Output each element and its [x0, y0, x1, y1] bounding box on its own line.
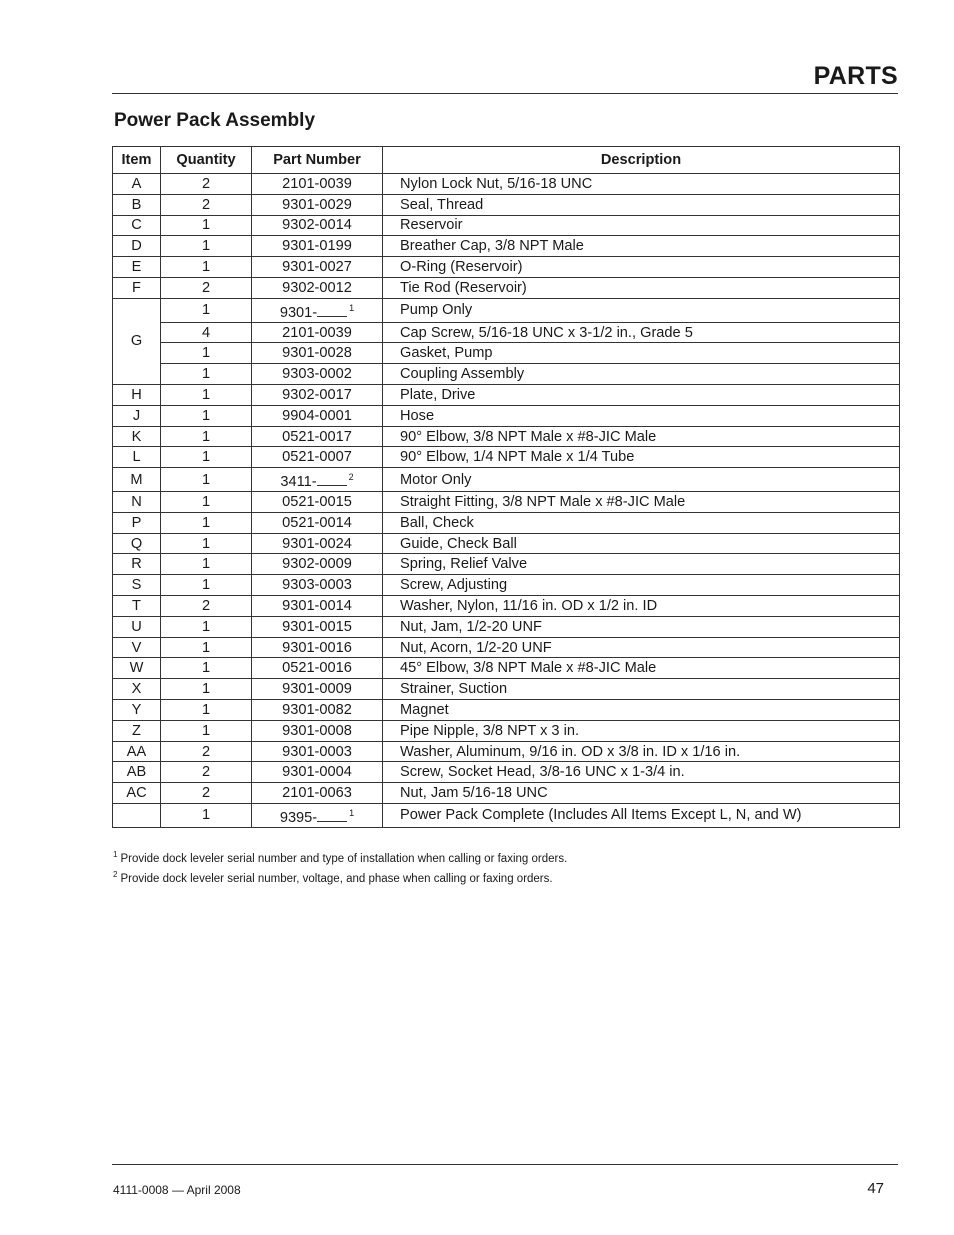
cell-description: Straight Fitting, 3/8 NPT Male x #8-JIC Male [383, 492, 900, 513]
cell-quantity: 1 [161, 637, 252, 658]
cell-quantity: 1 [161, 616, 252, 637]
part-number-blank [317, 305, 347, 317]
cell-description: Nut, Jam, 1/2-20 UNF [383, 616, 900, 637]
part-number-text: 0521-0015 [282, 493, 352, 510]
column-header-part-number: Part Number [252, 147, 383, 174]
cell-description: Pipe Nipple, 3/8 NPT x 3 in. [383, 720, 900, 741]
cell-description: Cap Screw, 5/16-18 UNC x 3-1/2 in., Grade 5 [383, 322, 900, 343]
cell-quantity: 1 [161, 343, 252, 364]
cell-description: Coupling Assembly [383, 364, 900, 385]
column-header-description: Description [383, 147, 900, 174]
column-header-quantity: Quantity [161, 147, 252, 174]
cell-part-number [252, 405, 383, 426]
part-number-text: 9301-0003 [282, 743, 352, 760]
cell-quantity: 2 [161, 277, 252, 298]
cell-quantity: 1 [161, 533, 252, 554]
table-row [113, 700, 900, 721]
cell-quantity: 1 [161, 720, 252, 741]
table-row [113, 492, 900, 513]
part-number-text: 9302-0009 [282, 556, 352, 573]
cell-part-number [252, 637, 383, 658]
cell-part-number [252, 343, 383, 364]
cell-part-number [252, 554, 383, 575]
cell-description: Washer, Nylon, 11/16 in. OD x 1/2 in. ID [383, 596, 900, 617]
part-number-text: 9301-0029 [282, 196, 352, 213]
part-number-text: 9302-0012 [282, 279, 352, 296]
cell-quantity: 1 [161, 236, 252, 257]
cell-item: X [113, 679, 161, 700]
cell-quantity: 1 [161, 554, 252, 575]
table-row [113, 385, 900, 406]
cell-part-number [252, 741, 383, 762]
footnotes [113, 847, 567, 887]
cell-part-number [252, 804, 383, 828]
part-number-blank [317, 474, 347, 486]
part-number-text: 9301-0004 [282, 764, 352, 781]
part-number-text: 9301-0014 [282, 597, 352, 614]
cell-part-number [252, 575, 383, 596]
cell-part-number [252, 447, 383, 468]
cell-part-number [252, 322, 383, 343]
cell-part-number [252, 468, 383, 492]
cell-item: Z [113, 720, 161, 741]
part-number-text: 9303-0002 [282, 366, 352, 383]
cell-description: Nut, Acorn, 1/2-20 UNF [383, 637, 900, 658]
cell-description: Ball, Check [383, 512, 900, 533]
part-number-text: 9301-0199 [282, 238, 352, 255]
table-row [113, 720, 900, 741]
table-row [113, 575, 900, 596]
cell-part-number [252, 783, 383, 804]
cell-item: B [113, 194, 161, 215]
cell-description: Pump Only [383, 298, 900, 322]
part-number-blank [317, 810, 347, 822]
cell-item: AA [113, 741, 161, 762]
cell-part-number [252, 385, 383, 406]
cell-description: Breather Cap, 3/8 NPT Male [383, 236, 900, 257]
cell-description: Guide, Check Ball [383, 533, 900, 554]
table-row [113, 257, 900, 278]
cell-description: Tie Rod (Reservoir) [383, 277, 900, 298]
cell-quantity: 1 [161, 364, 252, 385]
table-row [113, 174, 900, 195]
cell-description: 90° Elbow, 3/8 NPT Male x #8-JIC Male [383, 426, 900, 447]
cell-quantity: 4 [161, 322, 252, 343]
cell-description: Nylon Lock Nut, 5/16-18 UNC [383, 174, 900, 195]
part-number-text: 9301-0008 [282, 722, 352, 739]
footnote-reference: 1 [349, 808, 355, 819]
cell-part-number [252, 596, 383, 617]
footnote-mark: 1 [113, 850, 118, 859]
footnote-2 [113, 867, 567, 887]
cell-item: K [113, 426, 161, 447]
footnote-reference: 1 [349, 302, 355, 313]
column-header-item: Item [113, 147, 161, 174]
table-row [113, 679, 900, 700]
cell-quantity: 1 [161, 405, 252, 426]
cell-item: F [113, 277, 161, 298]
part-number-text: 9301-0024 [282, 535, 352, 552]
cell-part-number [252, 277, 383, 298]
part-number-text: 9301-0015 [282, 618, 352, 635]
cell-part-number [252, 364, 383, 385]
part-number-text: 9301- [279, 304, 318, 321]
cell-quantity: 1 [161, 447, 252, 468]
part-number-text: 9302-0017 [282, 386, 352, 403]
cell-description: 45° Elbow, 3/8 NPT Male x #8-JIC Male [383, 658, 900, 679]
table-row [113, 447, 900, 468]
table-row [113, 596, 900, 617]
cell-part-number [252, 236, 383, 257]
parts-table [112, 146, 900, 828]
cell-item: V [113, 637, 161, 658]
cell-part-number [252, 194, 383, 215]
cell-item: Q [113, 533, 161, 554]
table-row [113, 215, 900, 236]
cell-part-number [252, 298, 383, 322]
cell-quantity: 1 [161, 468, 252, 492]
part-number-text: 2101-0039 [282, 175, 352, 192]
cell-quantity: 1 [161, 575, 252, 596]
cell-item: P [113, 512, 161, 533]
cell-quantity: 2 [161, 194, 252, 215]
cell-item: S [113, 575, 161, 596]
cell-part-number [252, 762, 383, 783]
cell-item: M [113, 468, 161, 492]
part-number-text: 9301-0082 [282, 701, 352, 718]
cell-quantity: 2 [161, 762, 252, 783]
table-row [113, 762, 900, 783]
cell-part-number [252, 616, 383, 637]
cell-quantity: 2 [161, 596, 252, 617]
part-number-text: 2101-0063 [282, 785, 352, 802]
table-row [113, 277, 900, 298]
cell-item: Y [113, 700, 161, 721]
table-row [113, 364, 900, 385]
cell-item: C [113, 215, 161, 236]
cell-quantity: 2 [161, 174, 252, 195]
page-number: 47 [867, 1180, 884, 1197]
parts-table-body [113, 174, 900, 828]
cell-description: Plate, Drive [383, 385, 900, 406]
part-number-text: 9301-0016 [282, 639, 352, 656]
table-row [113, 194, 900, 215]
footnote-text: Provide dock leveler serial number and type of installation when calling or faxing orders. [120, 852, 568, 865]
table-row [113, 298, 900, 322]
cell-item: AB [113, 762, 161, 783]
part-number-text: 9303-0003 [282, 577, 352, 594]
table-row [113, 616, 900, 637]
cell-item: AC [113, 783, 161, 804]
part-number-text: 0521-0007 [282, 449, 352, 466]
cell-description: Strainer, Suction [383, 679, 900, 700]
cell-item: E [113, 257, 161, 278]
cell-description: Spring, Relief Valve [383, 554, 900, 575]
cell-quantity: 1 [161, 426, 252, 447]
cell-quantity: 1 [161, 215, 252, 236]
cell-item [113, 804, 161, 828]
part-number-text: 9395- [279, 809, 318, 826]
cell-part-number [252, 426, 383, 447]
cell-description: Magnet [383, 700, 900, 721]
footnote-1 [113, 847, 567, 867]
part-number-text: 9301-0028 [282, 345, 352, 362]
cell-quantity: 1 [161, 512, 252, 533]
table-header-row [113, 147, 900, 174]
cell-item: U [113, 616, 161, 637]
part-number-text: 9904-0001 [282, 407, 352, 424]
part-number-text: 9301-0027 [282, 259, 352, 276]
cell-description: 90° Elbow, 1/4 NPT Male x 1/4 Tube [383, 447, 900, 468]
cell-item: H [113, 385, 161, 406]
cell-quantity: 1 [161, 804, 252, 828]
part-number-text: 2101-0039 [282, 324, 352, 341]
cell-description: Nut, Jam 5/16-18 UNC [383, 783, 900, 804]
cell-description: Gasket, Pump [383, 343, 900, 364]
table-row [113, 533, 900, 554]
cell-description: Screw, Adjusting [383, 575, 900, 596]
part-number-text: 9302-0014 [282, 217, 352, 234]
table-row [113, 658, 900, 679]
cell-description: Screw, Socket Head, 3/8-16 UNC x 1-3/4 in. [383, 762, 900, 783]
cell-item: N [113, 492, 161, 513]
cell-item: A [113, 174, 161, 195]
cell-part-number [252, 533, 383, 554]
cell-item: W [113, 658, 161, 679]
cell-quantity: 1 [161, 385, 252, 406]
cell-quantity: 1 [161, 658, 252, 679]
table-row [113, 554, 900, 575]
table-row [113, 236, 900, 257]
cell-description: O-Ring (Reservoir) [383, 257, 900, 278]
cell-quantity: 1 [161, 700, 252, 721]
cell-description: Seal, Thread [383, 194, 900, 215]
cell-description: Washer, Aluminum, 9/16 in. OD x 3/8 in. ID x 1/16 in. [383, 741, 900, 762]
cell-part-number [252, 700, 383, 721]
table-row [113, 637, 900, 658]
table-row [113, 512, 900, 533]
part-number-text: 0521-0016 [282, 660, 352, 677]
cell-part-number [252, 720, 383, 741]
cell-part-number [252, 215, 383, 236]
table-row [113, 322, 900, 343]
table-row [113, 741, 900, 762]
cell-quantity: 2 [161, 783, 252, 804]
header-rule [112, 93, 898, 94]
section-title: Power Pack Assembly [114, 110, 316, 131]
table-row [113, 343, 900, 364]
cell-part-number [252, 257, 383, 278]
page-header-title: PARTS [813, 62, 898, 90]
footnote-text: Provide dock leveler serial number, voltage, and phase when calling or faxing orders. [120, 872, 553, 885]
table-row [113, 783, 900, 804]
part-number-text: 0521-0014 [282, 514, 352, 531]
cell-part-number [252, 658, 383, 679]
cell-item: T [113, 596, 161, 617]
cell-part-number [252, 492, 383, 513]
part-number-text: 9301-0009 [282, 681, 352, 698]
cell-description: Motor Only [383, 468, 900, 492]
cell-item: D [113, 236, 161, 257]
table-row [113, 426, 900, 447]
table-row [113, 468, 900, 492]
table-row [113, 804, 900, 828]
cell-quantity: 2 [161, 741, 252, 762]
cell-item: L [113, 447, 161, 468]
cell-quantity: 1 [161, 492, 252, 513]
footer-rule [112, 1164, 898, 1165]
cell-quantity: 1 [161, 257, 252, 278]
cell-item: R [113, 554, 161, 575]
cell-description: Reservoir [383, 215, 900, 236]
cell-item: G [113, 298, 161, 384]
cell-quantity: 1 [161, 679, 252, 700]
footnote-reference: 2 [348, 472, 354, 483]
footnote-mark: 2 [113, 869, 118, 879]
table-row [113, 405, 900, 426]
cell-item: J [113, 405, 161, 426]
cell-quantity: 1 [161, 298, 252, 322]
cell-part-number [252, 679, 383, 700]
cell-description: Power Pack Complete (Includes All Items Except L, N, and W) [383, 804, 900, 828]
cell-part-number [252, 174, 383, 195]
part-number-text: 3411- [280, 474, 317, 491]
footer-doc-id: 4111-0008 — April 2008 [113, 1183, 241, 1197]
part-number-text: 0521-0017 [282, 428, 352, 445]
cell-description: Hose [383, 405, 900, 426]
cell-part-number [252, 512, 383, 533]
